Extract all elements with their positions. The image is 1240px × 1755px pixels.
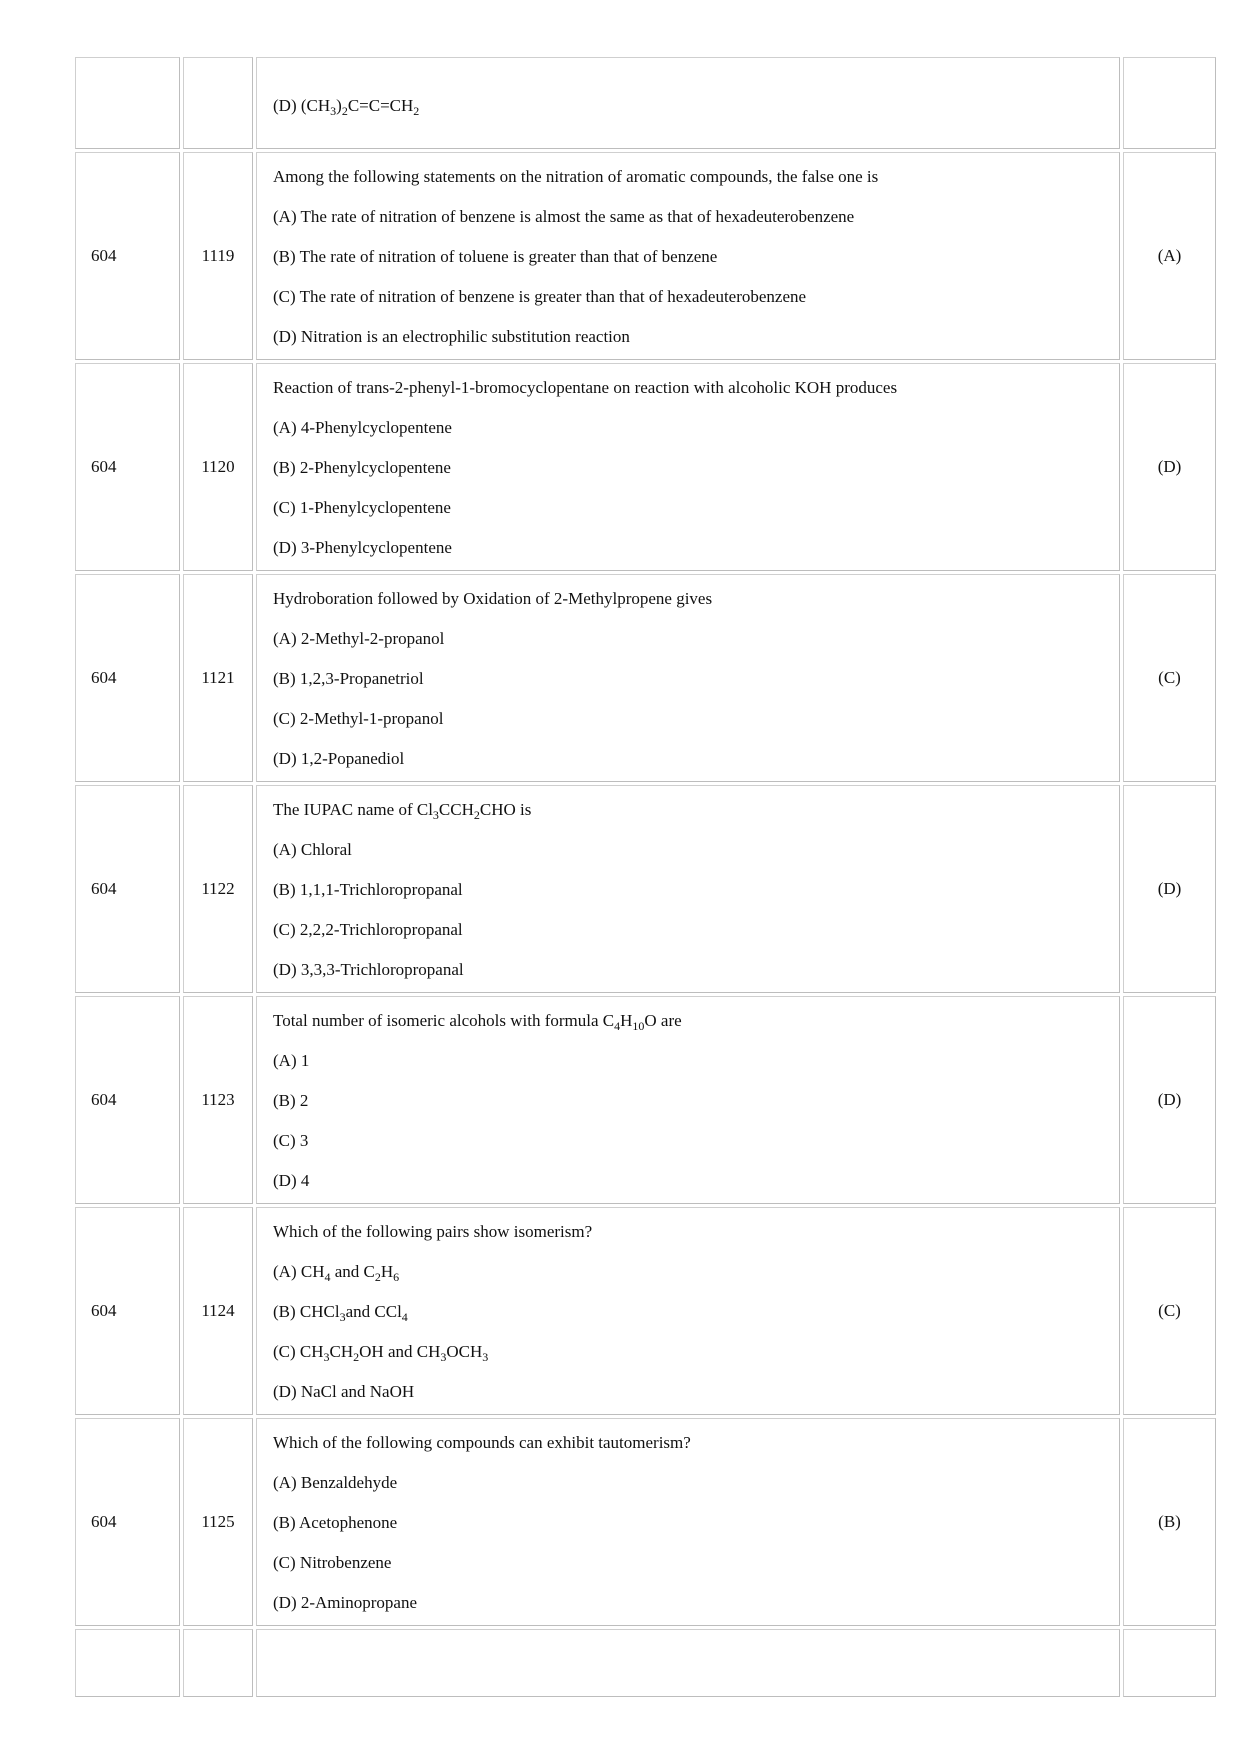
answer-cell: (D) xyxy=(1123,785,1216,993)
option-b: (B) 2 xyxy=(273,1091,309,1110)
answer-cell: (D) xyxy=(1123,363,1216,571)
option-d: (D) 4 xyxy=(273,1171,310,1190)
subject-cell: 604 xyxy=(75,785,180,993)
option-c: (C) 2-Methyl-1-propanol xyxy=(273,709,444,728)
empty-cell xyxy=(256,1629,1120,1697)
table-row xyxy=(75,785,1216,993)
question-table xyxy=(72,54,1219,1700)
table-row xyxy=(75,363,1216,571)
question-number-cell xyxy=(183,57,253,149)
question-cell xyxy=(256,1207,1120,1415)
question-number-cell: 1124 xyxy=(183,1207,253,1415)
option-c: (C) 1-Phenylcyclopentene xyxy=(273,498,451,517)
option-c: (C) 2,2,2-Trichloropropanal xyxy=(273,920,463,939)
answer-cell: (B) xyxy=(1123,1418,1216,1626)
option-d: (D) 2-Aminopropane xyxy=(273,1593,417,1612)
question-text: Hydroboration followed by Oxidation of 2-Methylpropene gives xyxy=(273,589,713,608)
table-row xyxy=(75,1207,1216,1415)
question-number-cell: 1125 xyxy=(183,1418,253,1626)
question-number-cell: 1122 xyxy=(183,785,253,993)
option-d: (D) 1,2-Popanediol xyxy=(273,749,405,768)
option-c: (C) Nitrobenzene xyxy=(273,1553,392,1572)
subject-cell: 604 xyxy=(75,1418,180,1626)
question-cell xyxy=(256,1418,1120,1626)
answer-cell xyxy=(1123,57,1216,149)
option-a: (A) 2-Methyl-2-propanol xyxy=(273,629,445,648)
question-number-cell: 1120 xyxy=(183,363,253,571)
empty-cell xyxy=(183,1629,253,1697)
option-c: (C) 3 xyxy=(273,1131,309,1150)
question-text: Total number of isomeric alcohols with formula $C_4H_{10}O$ are xyxy=(273,1011,682,1033)
option-a: (A) 1 xyxy=(273,1051,310,1070)
empty-cell xyxy=(1123,1629,1216,1697)
question-text: Which of the following pairs show isomerism? xyxy=(273,1222,593,1241)
subject-cell: 604 xyxy=(75,152,180,360)
answer-cell: (C) xyxy=(1123,574,1216,782)
option-d: (D) 3-Phenylcyclopentene xyxy=(273,538,452,557)
option-a: (A) Benzaldehyde xyxy=(273,1473,398,1492)
question-cell xyxy=(256,785,1120,993)
question-text: Among the following statements on the nitration of aromatic compounds, the false one is xyxy=(273,167,879,186)
question-cell xyxy=(256,152,1120,360)
option-b: (B) The rate of nitration of toluene is greater than that of benzene xyxy=(273,247,718,266)
table-row xyxy=(75,996,1216,1204)
subject-cell xyxy=(75,57,180,149)
option-a: (A) Chloral xyxy=(273,840,352,859)
table-row-partial xyxy=(75,1629,1216,1697)
option-c: (C) The rate of nitration of benzene is greater than that of hexadeuterobenzene xyxy=(273,287,807,306)
option-b: (B) CHCl$_3$and CCl$_4$ xyxy=(273,1302,408,1324)
subject-cell: 604 xyxy=(75,363,180,571)
option-a: (A) The rate of nitration of benzene is almost the same as that of hexadeuterobenzene xyxy=(273,207,855,226)
question-text: Reaction of trans-2-phenyl-1-bromocyclopentane on reaction with alcoholic KOH produces xyxy=(273,378,898,397)
subject-cell: 604 xyxy=(75,574,180,782)
question-table-body xyxy=(75,57,1216,1697)
table-row xyxy=(75,152,1216,360)
option-d: (D) $(CH_3)_2C=C=CH_2$ xyxy=(273,96,420,118)
question-cell xyxy=(256,363,1120,571)
question-cell xyxy=(256,996,1120,1204)
option-d: (D) 3,3,3-Trichloropropanal xyxy=(273,960,464,979)
option-b: (B) Acetophenone xyxy=(273,1513,398,1532)
table-row xyxy=(75,1418,1216,1626)
option-b: (B) 1,1,1-Trichloropropanal xyxy=(273,880,463,899)
subject-cell: 604 xyxy=(75,996,180,1204)
question-cell xyxy=(256,574,1120,782)
option-a: (A) 4-Phenylcyclopentene xyxy=(273,418,452,437)
answer-cell: (A) xyxy=(1123,152,1216,360)
question-number-cell: 1119 xyxy=(183,152,253,360)
question-number-cell: 1123 xyxy=(183,996,253,1204)
answer-cell: (D) xyxy=(1123,996,1216,1204)
question-text: Which of the following compounds can exhibit tautomerism? xyxy=(273,1433,691,1452)
option-d: (D) NaCl and NaOH xyxy=(273,1382,415,1401)
option-c: (C) $CH_3CH_2OH$ and $CH_3OCH_3$ xyxy=(273,1342,489,1364)
option-d: (D) Nitration is an electrophilic substitution reaction xyxy=(273,327,630,346)
option-b: (B) 2-Phenylcyclopentene xyxy=(273,458,451,477)
subject-cell: 604 xyxy=(75,1207,180,1415)
table-row xyxy=(75,574,1216,782)
question-cell xyxy=(256,57,1120,149)
answer-cell: (C) xyxy=(1123,1207,1216,1415)
question-number-cell: 1121 xyxy=(183,574,253,782)
question-table-page xyxy=(72,57,1182,1687)
empty-cell xyxy=(75,1629,180,1697)
table-row-continued xyxy=(75,57,1216,149)
option-a: (A) $CH_4$ and $C_2H_6$ xyxy=(273,1262,400,1284)
question-text: The IUPAC name of $Cl_3CCH_2CHO$ is xyxy=(273,800,532,822)
option-b: (B) 1,2,3-Propanetriol xyxy=(273,669,424,688)
